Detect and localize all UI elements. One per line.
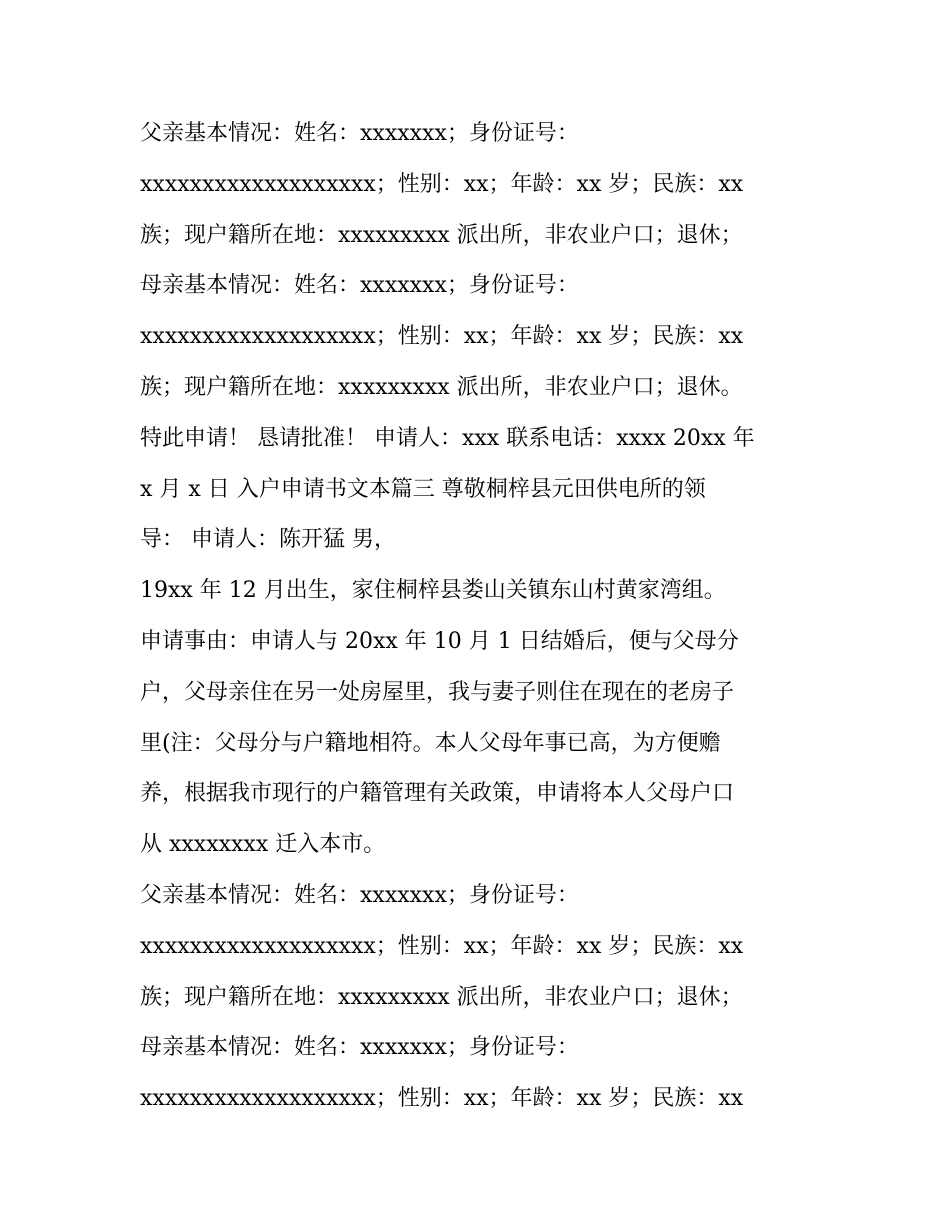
- text-line: 特此申请！ 恳请批准！ 申请人：xxx 联系电话：xxxx 20xx 年: [140, 425, 755, 451]
- text-line: 族；现户籍所在地：xxxxxxxxx 派出所，非农业户口；退休；: [140, 222, 743, 248]
- text-line: 19xx 年 12 月出生，家住桐梓县娄山关镇东山村黄家湾组。: [140, 578, 726, 604]
- text-line: 母亲基本情况：姓名：xxxxxxx；身份证号：: [140, 1035, 579, 1061]
- text-line: xxxxxxxxxxxxxxxxxxx；性别：xx；年龄：xx 岁；民族：xx: [140, 933, 744, 959]
- text-line: 从 xxxxxxxx 迁入本市。: [140, 832, 386, 858]
- text-line: 养，根据我市现行的户籍管理有关政策，申请将本人父母户口: [140, 781, 735, 807]
- text-line: 族；现户籍所在地：xxxxxxxxx 派出所，非农业户口；退休。: [140, 374, 743, 400]
- text-line: 母亲基本情况：姓名：xxxxxxx；身份证号：: [140, 273, 579, 299]
- text-line: xxxxxxxxxxxxxxxxxxx；性别：xx；年龄：xx 岁；民族：xx: [140, 1086, 744, 1112]
- text-line: 父亲基本情况：姓名：xxxxxxx；身份证号：: [140, 882, 579, 908]
- text-line: 里(注：父母分与户籍地相符。本人父母年事已高，为方便赡: [140, 730, 721, 756]
- text-line: x 月 x 日 入户申请书文本篇三 尊敬桐梓县元田供电所的领: [140, 476, 706, 502]
- text-line: 导： 申请人：陈开猛 男，: [140, 527, 396, 553]
- text-line: 申请事由：申请人与 20xx 年 10 月 1 日结婚后，便与父母分: [140, 628, 739, 654]
- text-line: xxxxxxxxxxxxxxxxxxx；性别：xx；年龄：xx 岁；民族：xx: [140, 324, 744, 350]
- text-line: xxxxxxxxxxxxxxxxxxx；性别：xx；年龄：xx 岁；民族：xx: [140, 171, 744, 197]
- document-body: [140, 109, 830, 1125]
- text-line: 户，父母亲住在另一处房屋里，我与妻子则住在现在的老房子: [140, 679, 735, 705]
- text-line: 族；现户籍所在地：xxxxxxxxx 派出所，非农业户口；退休；: [140, 984, 743, 1010]
- text-line: 父亲基本情况：姓名：xxxxxxx；身份证号：: [140, 121, 579, 146]
